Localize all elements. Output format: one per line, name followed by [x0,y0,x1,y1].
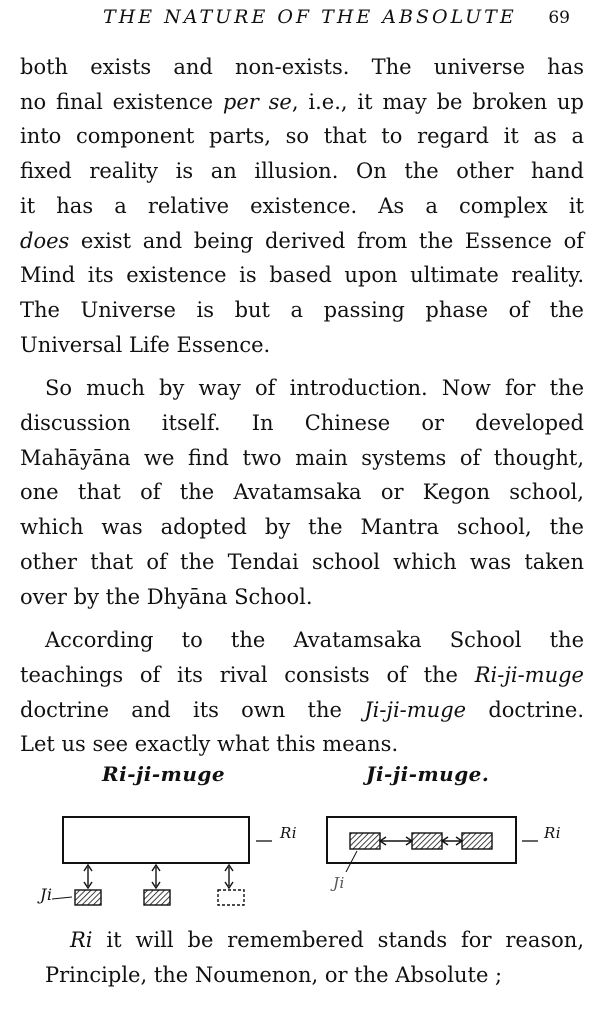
text-run: So much by way of introduction. Now for the [45,376,584,401]
italic-term: per se [222,89,292,114]
text-run: into component parts, so that to regard it as a [20,124,584,149]
text-line [20,224,584,259]
text-line [20,658,584,693]
text-run: doctrine and its own the [20,697,365,722]
paragraph-1 [20,50,584,362]
text-run: fixed reality is an illusion. On the other hand [20,159,584,184]
text-run: exist and being derived from the Essence of [69,228,584,253]
text-run: it has a relative existence. As a complex it [20,193,584,218]
page-number: 69 [548,8,570,28]
text-line [20,189,584,224]
text-line [20,85,584,120]
text-run: teachings of its rival consists of the [20,662,475,687]
italic-term: Ri [70,928,93,952]
text-line [20,50,584,85]
text-line [20,293,584,328]
text-run: over by the Dhyāna School. [20,584,313,609]
closing-paragraph-text [20,923,584,992]
left-ji-boxes [75,890,244,905]
right-ji-boxes [350,833,492,849]
text-line [20,119,584,154]
text-run: Mind its existence is based upon ultimate reality. [20,263,584,288]
left-ji-label: Ji [40,885,53,904]
text-run: both exists and non-exists. The universe has [20,55,584,79]
text-run: Principle, the Noumenon, or the Absolute ; [45,962,503,987]
italic-term: does [20,228,70,253]
text-line [20,441,584,476]
text-run: According to the Avatamsaka School the [45,628,584,653]
ri-ji-muge-diagram [0,760,600,920]
text-line [20,406,584,441]
text-line [20,727,584,762]
text-line [20,693,584,728]
text-run: Mahāyāna we find two main systems of thought, [20,445,584,470]
text-line [20,545,584,580]
running-header [0,4,600,30]
text-run: Universal Life Essence. [20,332,271,357]
paragraph-3 [20,623,584,762]
italic-term: Ri-ji-muge [474,662,584,687]
text-run: , i.e., it may be broken up [291,89,584,114]
diagram-title-ri-ji-muge: Ri-ji-muge [102,762,226,786]
text-run: The Universe is but a passing phase of the [20,297,584,322]
text-run: it will be remembered stands for reason, [92,928,584,952]
left-connector-arrows [84,865,233,888]
text-line [20,923,584,958]
text-run: which was adopted by the Mantra school, the [20,515,584,540]
left-ri-label: Ri [280,824,298,842]
left-ji-pointer [52,897,72,899]
text-run: Let us see exactly what this means. [20,732,399,757]
diagram-title-ji-ji-muge: Ji-ji-muge. [366,762,490,786]
text-line [20,154,584,189]
body-text [20,50,584,771]
running-head-title: THE NATURE OF THE ABSOLUTE [103,6,517,28]
left-ri-box [63,817,249,863]
right-ji-label: Ji [333,874,345,892]
text-line [20,371,584,406]
text-line [20,510,584,545]
italic-term: Ji-ji-muge [364,697,467,722]
text-line [20,328,584,363]
text-run: discussion itself. In Chinese or developed [20,411,584,436]
right-ri-label: Ri [544,824,562,842]
text-run: one that of the Avatamsaka or Kegon school, [20,480,584,505]
text-run: other that of the Tendai school which was taken [20,549,584,574]
text-line [20,623,584,658]
text-line [20,958,584,993]
closing-paragraph [20,923,584,992]
text-line [20,258,584,293]
text-line [20,580,584,615]
text-run: no final existence [20,89,223,114]
diagram-figure [0,760,600,920]
paragraph-2 [20,371,584,614]
text-run: doctrine. [466,697,584,722]
right-ji-pointer [346,851,357,872]
text-line [20,475,584,510]
